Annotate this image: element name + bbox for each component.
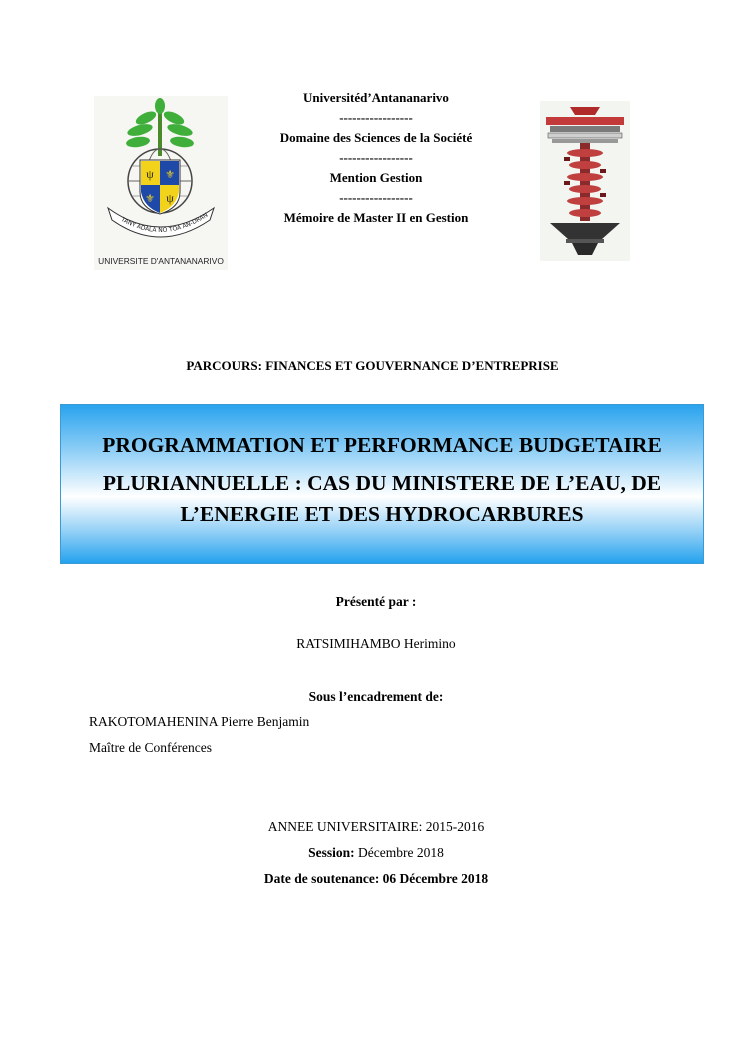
supervision-label: Sous l’encadrement de: [308, 689, 444, 704]
svg-text:ψ: ψ [166, 191, 174, 205]
title-line-3: L’ENERGIE ET DES HYDROCARBURES [180, 502, 584, 526]
domain-name: Domaine des Sciences de la Société [279, 130, 473, 145]
author-name: RATSIMIHAMBO Herimino [296, 636, 456, 651]
presented-by-label: Présenté par : [335, 594, 417, 609]
header-block [226, 88, 526, 228]
session-line [0, 845, 745, 861]
svg-text:ψ: ψ [146, 167, 154, 181]
thesis-title-box [60, 404, 704, 564]
title-line-1: PROGRAMMATION ET PERFORMANCE BUDGETAIRE [102, 433, 662, 457]
separator: ----------------- [339, 150, 413, 165]
academic-year: ANNEE UNIVERSITAIRE: 2015-2016 [267, 819, 485, 834]
defense-date: Date de soutenance: 06 Décembre 2018 [263, 871, 489, 886]
separator: ----------------- [339, 190, 413, 205]
svg-text:⚜: ⚜ [165, 169, 175, 181]
motto-text: TANY ADALA NO TOA AN-DRAN [119, 211, 210, 235]
university-crest-icon [94, 96, 228, 270]
tower-emblem-icon [540, 101, 630, 261]
logo-caption: UNIVERSITE D'ANTANANARIVO [98, 256, 224, 266]
faculty-logo [540, 101, 630, 261]
mention-name: Mention Gestion [329, 170, 423, 185]
session-value: Décembre 2018 [354, 845, 444, 860]
memoire-type: Mémoire de Master II en Gestion [283, 210, 469, 225]
title-line-2: PLURIANNUELLE : CAS DU MINISTERE DE L’EAU, DE [102, 471, 662, 495]
session-label: Session: [308, 845, 355, 860]
university-name: Universitéd’Antananarivo [303, 90, 449, 105]
parcours-label: PARCOURS: FINANCES ET GOUVERNANCE D’ENTREPRISE [186, 358, 559, 373]
university-logo [94, 96, 228, 270]
supervisor-name: RAKOTOMAHENINA Pierre Benjamin [89, 714, 310, 729]
supervisor-role: Maître de Conférences [89, 740, 212, 755]
svg-text:⚜: ⚜ [145, 193, 155, 205]
separator: ----------------- [339, 110, 413, 125]
